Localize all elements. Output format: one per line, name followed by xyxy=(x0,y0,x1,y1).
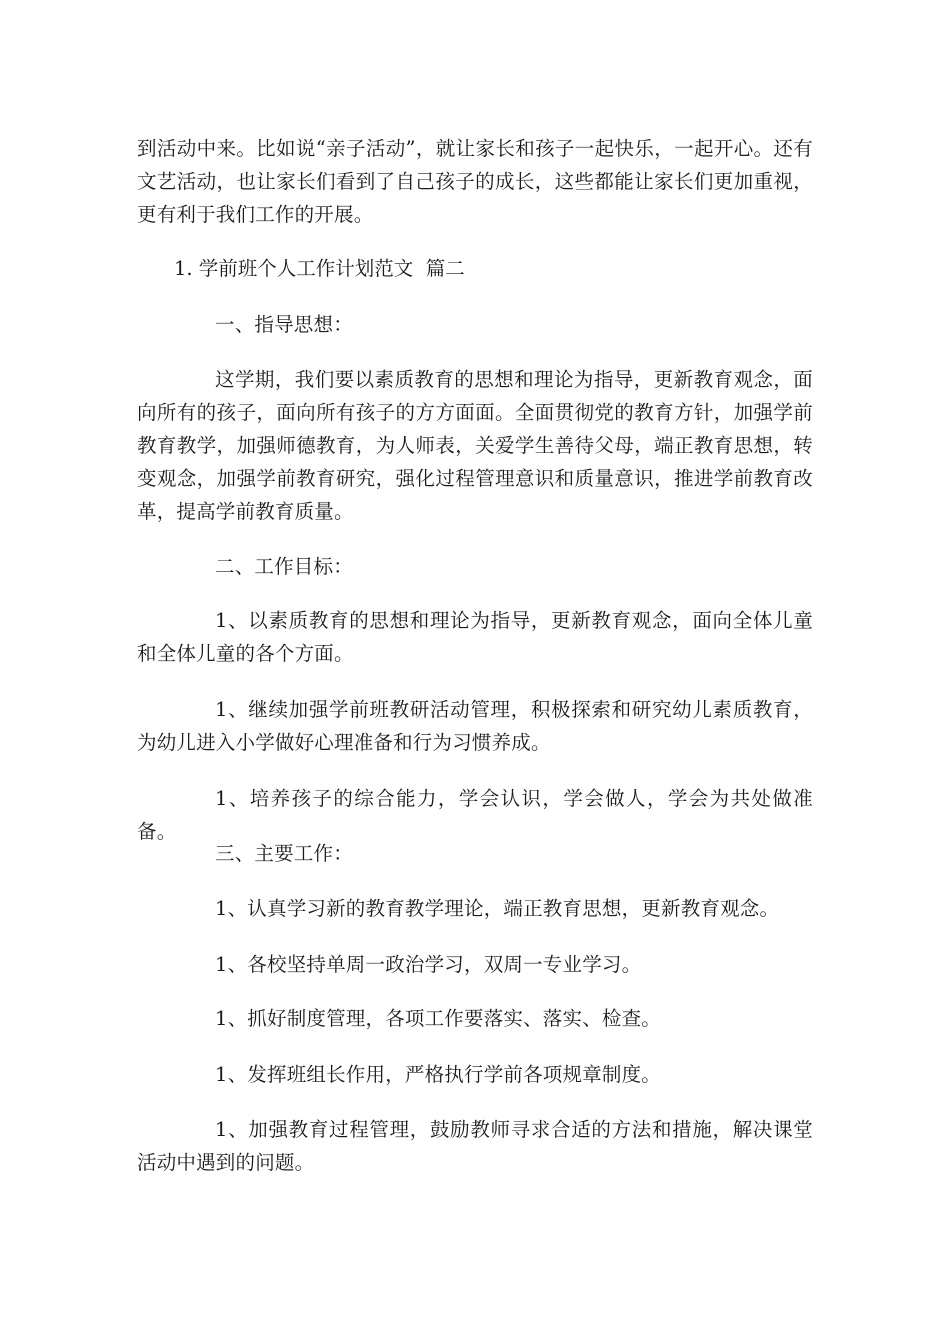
main-work-item: 1、加强教育过程管理，鼓励教师寻求合适的方法和措施，解决课堂活动中遇到的问题。 xyxy=(137,1118,813,1174)
main-work-item: 1、认真学习新的教育教学理论，端正教育思想，更新教育观念。 xyxy=(215,897,780,920)
work-goal-item: 1、以素质教育的思想和理论为指导，更新教育观念，面向全体儿童和全体儿童的各个方面。 xyxy=(137,609,813,665)
subheading-guiding-ideology: 一、指导思想： xyxy=(215,313,353,336)
main-work-item: 1、各校坚持单周一政治学习，双周一专业学习。 xyxy=(215,953,642,976)
main-work-item: 1、发挥班组长作用，严格执行学前各项规章制度。 xyxy=(215,1063,662,1086)
continued-paragraph: 到活动中来。比如说“亲子活动”，就让家长和孩子一起快乐，一起开心。还有文艺活动，也让家长们看到了自己孩子的成长，这些都能让家长们更加重视，更有利于我们工作的开展。 xyxy=(137,137,813,226)
subheading-work-goals: 二、工作目标： xyxy=(215,555,353,578)
main-work-item: 1、抓好制度管理，各项工作要落实、落实、检查。 xyxy=(215,1007,662,1030)
section-heading: 1. 学前班个人工作计划范文 篇二 xyxy=(174,257,465,280)
subheading-main-work: 三、主要工作： xyxy=(215,842,353,865)
work-goal-item: 1、培养孩子的综合能力，学会认识，学会做人，学会为共处做准备。 xyxy=(137,787,813,843)
work-goal-item: 1、继续加强学前班教研活动管理，积极探索和研究幼儿素质教育，为幼儿进入小学做好心理准备和行为习惯养成。 xyxy=(137,698,813,754)
guiding-ideology-paragraph: 这学期，我们要以素质教育的思想和理论为指导，更新教育观念，面向所有的孩子，面向所有孩子的方方面面。全面贯彻党的教育方针，加强学前教育教学，加强师德教育，为人师表，关爱学生善待父母，端正教育思想，转变观念，加强学前教育研究，强化过程管理意识和质量意识，推进学前教育改革，提高学前教育质量。 xyxy=(137,368,813,523)
